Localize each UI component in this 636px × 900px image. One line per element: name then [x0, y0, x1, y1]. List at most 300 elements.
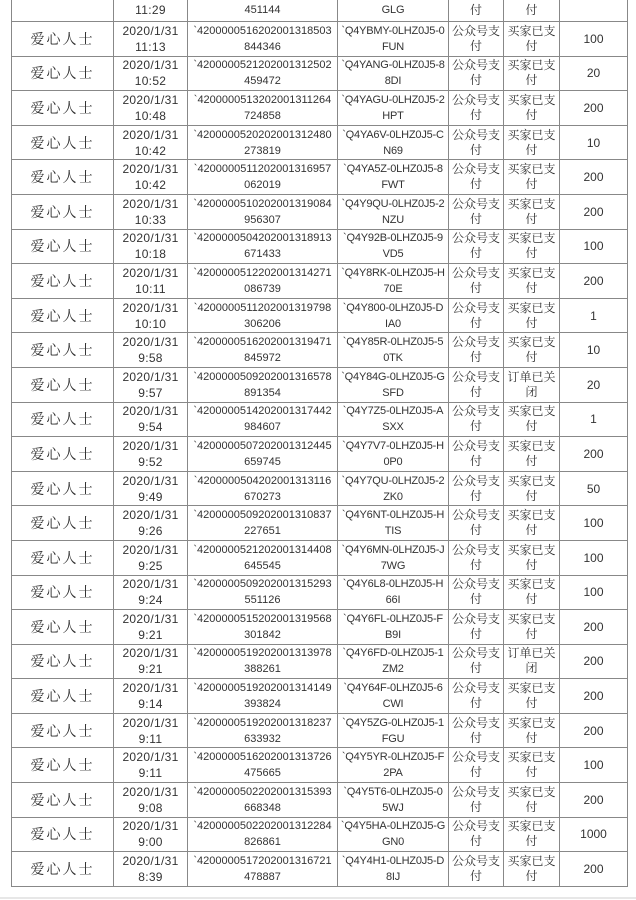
order-id-cell[interactable] [338, 368, 448, 402]
order-id-line1: `Q4Y8RK-0LHZ0J5-H [341, 266, 445, 279]
datetime-cell[interactable] [114, 368, 187, 402]
payment-method-cell[interactable]: 公众号支付 [449, 610, 503, 644]
date-text: 2020/1/31 [122, 369, 179, 384]
transaction-id-cell[interactable] [188, 714, 337, 748]
date-text: 2020/1/31 [122, 438, 179, 453]
amount-cell[interactable]: 100 [560, 541, 627, 575]
order-id-line1: `Q4YA6V-0LHZ0J5-C [342, 128, 444, 141]
order-id-cell[interactable] [338, 506, 448, 540]
date-text: 2020/1/31 [122, 784, 179, 799]
donor-cell[interactable]: 爱心人士 [12, 126, 113, 160]
donor-cell[interactable] [12, 0, 113, 21]
date-text: 2020/1/31 [122, 473, 179, 488]
status-cell[interactable]: 买家已支付 [504, 195, 559, 229]
date-text: 2020/1/31 [122, 196, 179, 211]
order-id-line1: `Q4Y6NT-0LHZ0J5-H [341, 509, 445, 522]
datetime-cell[interactable] [114, 437, 187, 471]
payments-table [11, 0, 628, 887]
order-id-cell[interactable] [338, 576, 448, 610]
order-id-line1: `Q4YBMY-0LHZ0J5-0 [341, 24, 445, 37]
transaction-id-cell[interactable] [188, 0, 337, 21]
date-text: 2020/1/31 [122, 92, 179, 107]
transaction-id-line2: 670273 [244, 490, 281, 503]
amount-cell[interactable]: 200 [560, 437, 627, 471]
order-id-cell[interactable] [338, 160, 448, 194]
transaction-id-cell[interactable] [188, 437, 337, 471]
datetime-cell[interactable] [114, 576, 187, 610]
amount-cell[interactable]: 100 [560, 22, 627, 56]
order-id-cell[interactable] [338, 679, 448, 713]
transaction-id-cell[interactable] [188, 783, 337, 817]
amount-cell[interactable]: 100 [560, 576, 627, 610]
transaction-id-line1: `4200000509202001310837 [193, 509, 332, 522]
time-text: 9:49 [138, 489, 163, 504]
order-id-line2: N69 [383, 144, 403, 157]
order-id-line1: `Q4Y64F-0LHZ0J5-6 [343, 682, 443, 695]
datetime-cell[interactable] [114, 333, 187, 367]
datetime-cell[interactable] [114, 230, 187, 264]
order-id-cell[interactable] [338, 852, 448, 886]
payment-method-cell[interactable]: 公众号支付 [449, 368, 503, 402]
datetime-cell[interactable] [114, 783, 187, 817]
order-id-cell[interactable] [338, 783, 448, 817]
transaction-id-cell[interactable] [188, 91, 337, 125]
amount-cell[interactable]: 100 [560, 230, 627, 264]
datetime-cell[interactable] [114, 403, 187, 437]
status-cell[interactable]: 买家已支付 [504, 610, 559, 644]
transaction-id-line1: `4200000502202001315393 [193, 785, 332, 798]
order-id-line1: `Q4Y85R-0LHZ0J5-5 [342, 336, 444, 349]
amount-cell[interactable]: 50 [560, 472, 627, 506]
order-id-line2: 70E [383, 282, 403, 295]
amount-cell[interactable]: 200 [560, 852, 627, 886]
datetime-cell[interactable] [114, 679, 187, 713]
order-id-line2: ZM2 [382, 663, 404, 676]
status-cell[interactable]: 买家已支付 [504, 783, 559, 817]
datetime-cell[interactable] [114, 57, 187, 91]
datetime-cell[interactable] [114, 264, 187, 298]
payment-method-cell[interactable]: 公众号支付 [449, 783, 503, 817]
transaction-id-line1: `4200000516202001318503 [193, 24, 332, 37]
status-cell[interactable]: 买家已支付 [504, 506, 559, 540]
amount-cell[interactable]: 20 [560, 368, 627, 402]
datetime-cell[interactable] [114, 852, 187, 886]
time-text: 9:11 [138, 731, 163, 746]
amount-cell[interactable]: 200 [560, 264, 627, 298]
status-cell[interactable]: 买家已支付 [504, 437, 559, 471]
order-id-line2: 66I [385, 594, 401, 607]
transaction-id-cell[interactable] [188, 195, 337, 229]
transaction-id-cell[interactable] [188, 576, 337, 610]
donor-cell[interactable]: 爱心人士 [12, 714, 113, 748]
transaction-id-cell[interactable] [188, 852, 337, 886]
payment-method-cell[interactable]: 公众号支付 [449, 437, 503, 471]
status-cell[interactable]: 买家已支付 [504, 299, 559, 333]
transaction-id-cell[interactable] [188, 160, 337, 194]
amount-cell[interactable]: 1 [560, 403, 627, 437]
order-id-line2: NZU [381, 213, 404, 226]
transaction-id-line1: `4200000517202001316721 [193, 855, 332, 868]
status-cell[interactable]: 买家已支付 [504, 91, 559, 125]
donor-cell[interactable]: 爱心人士 [12, 403, 113, 437]
order-id-cell[interactable] [338, 714, 448, 748]
donor-cell[interactable]: 爱心人士 [12, 299, 113, 333]
order-id-cell[interactable] [338, 818, 448, 852]
transaction-id-line1: `4200000502202001312284 [193, 820, 332, 833]
amount-cell[interactable]: 200 [560, 645, 627, 679]
order-id-line1: `Q4YANG-0LHZ0J5-8 [341, 59, 445, 72]
payment-method-cell[interactable]: 公众号支付 [449, 22, 503, 56]
order-id-cell[interactable] [338, 748, 448, 782]
amount-cell[interactable]: 10 [560, 333, 627, 367]
donor-cell[interactable]: 爱心人士 [12, 506, 113, 540]
order-id-line1: `Q4Y92B-0LHZ0J5-9 [343, 232, 443, 245]
order-id-cell[interactable] [338, 22, 448, 56]
order-id-cell[interactable] [338, 0, 448, 21]
date-text: 2020/1/31 [122, 300, 179, 315]
donor-cell[interactable]: 爱心人士 [12, 748, 113, 782]
date-text: 2020/1/31 [122, 542, 179, 557]
payment-method-cell[interactable]: 公众号支付 [449, 679, 503, 713]
order-id-cell[interactable] [338, 610, 448, 644]
transaction-id-cell[interactable] [188, 472, 337, 506]
transaction-id-line2: 633932 [244, 732, 281, 745]
datetime-cell[interactable] [114, 91, 187, 125]
status-cell[interactable]: 买家已支付 [504, 230, 559, 264]
amount-cell[interactable]: 1000 [560, 818, 627, 852]
payment-method-cell[interactable]: 公众号支付 [449, 645, 503, 679]
order-id-line2: HPT [382, 109, 404, 122]
transaction-id-line2: 227651 [244, 525, 281, 538]
order-id-cell[interactable] [338, 230, 448, 264]
order-id-cell[interactable] [338, 299, 448, 333]
order-id-line2: IA0 [385, 317, 401, 330]
order-id-line2: 8DI [384, 75, 402, 88]
order-id-line2: TIS [384, 525, 402, 538]
status-cell[interactable]: 买家已支付 [504, 472, 559, 506]
time-text: 8:39 [138, 870, 163, 885]
datetime-cell[interactable] [114, 472, 187, 506]
donor-cell[interactable]: 爱心人士 [12, 195, 113, 229]
payment-method-cell[interactable]: 公众号支付 [449, 91, 503, 125]
amount-cell[interactable]: 100 [560, 748, 627, 782]
payment-method-cell[interactable]: 公众号支付 [449, 576, 503, 610]
time-text: 9:54 [138, 420, 163, 435]
transaction-id-line1: `4200000509202001315293 [193, 578, 332, 591]
donor-cell[interactable]: 爱心人士 [12, 22, 113, 56]
status-cell[interactable]: 买家已支付 [504, 818, 559, 852]
status-cell[interactable]: 买家已支付 [504, 748, 559, 782]
donor-cell[interactable]: 爱心人士 [12, 852, 113, 886]
time-text: 11:29 [135, 3, 166, 17]
status-cell[interactable]: 付 [504, 0, 559, 21]
transaction-id-line1: `4200000516202001319471 [193, 336, 332, 349]
status-cell[interactable]: 买家已支付 [504, 264, 559, 298]
transaction-id-cell[interactable] [188, 403, 337, 437]
status-cell[interactable]: 买家已支付 [504, 541, 559, 575]
amount-cell[interactable]: 100 [560, 506, 627, 540]
order-id-line1: `Q4YAGU-0LHZ0J5-2 [341, 93, 445, 106]
order-id-cell[interactable] [338, 126, 448, 160]
datetime-cell[interactable] [114, 126, 187, 160]
time-text: 9:00 [138, 835, 163, 850]
transaction-id-cell[interactable] [188, 610, 337, 644]
amount-cell[interactable]: 200 [560, 195, 627, 229]
order-id-line1: `Q4Y7V7-0LHZ0J5-H [342, 439, 444, 452]
time-text: 9:57 [138, 385, 163, 400]
time-text: 9:08 [138, 800, 163, 815]
order-id-line1: `Q4Y6FD-0LHZ0J5-1 [342, 647, 444, 660]
payment-method-cell[interactable]: 公众号支付 [449, 818, 503, 852]
transaction-id-line2: 671433 [244, 248, 281, 261]
time-text: 10:33 [134, 212, 167, 227]
transaction-id-line2: 459472 [244, 75, 281, 88]
donor-cell[interactable]: 爱心人士 [12, 818, 113, 852]
date-text: 2020/1/31 [122, 819, 179, 834]
time-text: 10:18 [134, 247, 167, 262]
order-id-cell[interactable] [338, 541, 448, 575]
donor-cell[interactable]: 爱心人士 [12, 783, 113, 817]
payment-method-cell[interactable]: 公众号支付 [449, 714, 503, 748]
status-cell[interactable]: 买家已支付 [504, 403, 559, 437]
transaction-id-line2: 724858 [244, 109, 281, 122]
datetime-cell[interactable] [114, 160, 187, 194]
order-id-cell[interactable] [338, 472, 448, 506]
date-text: 2020/1/31 [122, 508, 179, 523]
payment-method-cell[interactable]: 公众号支付 [449, 230, 503, 264]
payment-method-cell[interactable]: 公众号支付 [449, 299, 503, 333]
order-id-cell[interactable] [338, 333, 448, 367]
payment-method-cell[interactable]: 公众号支付 [449, 195, 503, 229]
order-id-line1: `Q4Y5ZG-0LHZ0J5-1 [342, 716, 444, 729]
donor-cell[interactable]: 爱心人士 [12, 645, 113, 679]
time-text: 10:42 [134, 178, 167, 193]
datetime-cell[interactable] [114, 22, 187, 56]
status-cell[interactable]: 买家已支付 [504, 714, 559, 748]
order-id-line1: `Q4Y7Z5-0LHZ0J5-A [342, 405, 444, 418]
payment-method-cell[interactable]: 公众号支付 [449, 160, 503, 194]
cropped-next-row-line [0, 897, 636, 899]
order-id-line1: `Q4Y6MN-0LHZ0J5-J [341, 543, 445, 556]
date-text: 2020/1/31 [122, 335, 179, 350]
datetime-cell[interactable] [114, 541, 187, 575]
order-id-cell[interactable] [338, 264, 448, 298]
payment-method-cell[interactable]: 公众号支付 [449, 264, 503, 298]
transaction-id-cell[interactable] [188, 679, 337, 713]
amount-cell[interactable]: 200 [560, 610, 627, 644]
transaction-id-line2: 845972 [244, 352, 281, 365]
transaction-id-line1: `4200000521202001312502 [193, 59, 332, 72]
donor-cell[interactable]: 爱心人士 [12, 230, 113, 264]
transaction-id-line2: 301842 [244, 628, 281, 641]
amount-cell[interactable]: 10 [560, 126, 627, 160]
status-cell[interactable]: 买家已支付 [504, 852, 559, 886]
order-id-line1: `Q4Y5T6-0LHZ0J5-0 [343, 785, 443, 798]
donor-cell[interactable]: 爱心人士 [12, 679, 113, 713]
amount-cell[interactable]: 200 [560, 91, 627, 125]
transaction-id-line2: 984607 [244, 421, 281, 434]
transaction-id-line1: `4200000520202001312480 [193, 128, 332, 141]
amount-cell[interactable] [560, 0, 627, 21]
order-id-line2: VD5 [382, 248, 404, 261]
order-id-line2: 0TK [383, 352, 403, 365]
donor-cell[interactable]: 爱心人士 [12, 610, 113, 644]
transaction-id-line1: `4200000509202001316578 [193, 370, 332, 383]
time-text: 9:58 [138, 351, 163, 366]
date-text: 2020/1/31 [122, 577, 179, 592]
order-id-cell[interactable] [338, 437, 448, 471]
order-id-line2: 2PA [383, 767, 403, 780]
order-id-line2: GN0 [381, 836, 405, 849]
date-text: 2020/1/31 [122, 231, 179, 246]
transaction-id-cell[interactable] [188, 22, 337, 56]
status-cell[interactable]: 买家已支付 [504, 576, 559, 610]
payment-method-cell[interactable]: 公众号支付 [449, 541, 503, 575]
amount-cell[interactable]: 20 [560, 57, 627, 91]
transaction-id-cell[interactable] [188, 818, 337, 852]
order-id-line2: ZK0 [383, 490, 403, 503]
order-id-line2: SXX [382, 421, 404, 434]
status-cell[interactable]: 买家已支付 [504, 160, 559, 194]
time-text: 9:14 [138, 697, 163, 712]
datetime-cell[interactable] [114, 299, 187, 333]
datetime-cell[interactable] [114, 714, 187, 748]
order-id-line2: 7WG [380, 559, 406, 572]
order-id-line1: `Q4Y6L8-0LHZ0J5-H [342, 578, 444, 591]
payment-method-cell[interactable]: 公众号支付 [449, 506, 503, 540]
transaction-id-line1: `4200000514202001317442 [193, 405, 332, 418]
order-id-cell[interactable] [338, 403, 448, 437]
amount-cell[interactable]: 200 [560, 160, 627, 194]
payment-method-cell[interactable]: 公众号支付 [449, 126, 503, 160]
donor-cell[interactable]: 爱心人士 [12, 160, 113, 194]
transaction-id-line2: 388261 [244, 663, 281, 676]
transaction-id-line2: 451144 [244, 4, 281, 16]
payment-method-cell[interactable]: 公众号支付 [449, 748, 503, 782]
order-id-line1: `Q4Y800-0LHZ0J5-D [342, 301, 444, 314]
datetime-cell[interactable] [114, 748, 187, 782]
date-text: 2020/1/31 [122, 854, 179, 869]
donor-cell[interactable]: 爱心人士 [12, 437, 113, 471]
payment-method-cell[interactable]: 公众号支付 [449, 403, 503, 437]
transaction-id-line2: 956307 [244, 213, 281, 226]
order-id-line1: `Q4Y9QU-0LHZ0J5-2 [341, 197, 445, 210]
transaction-id-cell[interactable] [188, 299, 337, 333]
datetime-cell[interactable] [114, 0, 187, 21]
order-id-line2: GLG [381, 4, 405, 16]
transaction-id-line1: `4200000519202001314149 [193, 682, 332, 695]
order-id-cell[interactable] [338, 195, 448, 229]
status-cell[interactable]: 买家已支付 [504, 22, 559, 56]
date-text: 2020/1/31 [122, 611, 179, 626]
order-id-line1: `Q4Y5HA-0LHZ0J5-G [340, 820, 446, 833]
payment-method-cell[interactable]: 公众号支付 [449, 57, 503, 91]
donor-cell[interactable]: 爱心人士 [12, 576, 113, 610]
transaction-id-line1: `4200000521202001314408 [193, 543, 332, 556]
donor-cell[interactable]: 爱心人士 [12, 368, 113, 402]
transaction-id-line1: `4200000515202001319568 [193, 612, 332, 625]
status-cell[interactable]: 订单已关闭 [504, 645, 559, 679]
donor-cell[interactable]: 爱心人士 [12, 264, 113, 298]
donor-cell[interactable]: 爱心人士 [12, 57, 113, 91]
transaction-id-cell[interactable] [188, 230, 337, 264]
order-id-cell[interactable] [338, 91, 448, 125]
transaction-id-line2: 826861 [244, 836, 281, 849]
payment-method-cell[interactable]: 公众号支付 [449, 472, 503, 506]
order-id-line2: 0P0 [383, 455, 403, 468]
status-cell[interactable]: 订单已关闭 [504, 368, 559, 402]
payment-method-cell[interactable]: 公众号支付 [449, 333, 503, 367]
transaction-id-cell[interactable] [188, 368, 337, 402]
time-text: 9:24 [138, 593, 163, 608]
transaction-id-cell[interactable] [188, 264, 337, 298]
transaction-id-cell[interactable] [188, 333, 337, 367]
amount-cell[interactable]: 1 [560, 299, 627, 333]
status-cell[interactable]: 买家已支付 [504, 679, 559, 713]
transaction-id-line2: 551126 [244, 594, 281, 607]
time-text: 10:11 [135, 281, 166, 296]
time-text: 9:26 [138, 524, 163, 539]
status-cell[interactable]: 买家已支付 [504, 126, 559, 160]
time-text: 9:21 [138, 662, 163, 677]
datetime-cell[interactable] [114, 610, 187, 644]
date-text: 2020/1/31 [122, 58, 179, 73]
time-text: 9:21 [138, 627, 163, 642]
transaction-id-cell[interactable] [188, 57, 337, 91]
order-id-cell[interactable] [338, 57, 448, 91]
status-cell[interactable]: 买家已支付 [504, 333, 559, 367]
transaction-id-cell[interactable] [188, 645, 337, 679]
order-id-line2: CWI [382, 698, 404, 711]
transaction-id-line1: `4200000512202001314271 [193, 266, 332, 279]
datetime-cell[interactable] [114, 645, 187, 679]
transaction-id-line1: `4200000504202001313116 [193, 474, 332, 487]
datetime-cell[interactable] [114, 195, 187, 229]
transaction-id-line1: `4200000507202001312445 [193, 439, 332, 452]
time-text: 10:52 [134, 74, 167, 89]
donor-cell[interactable]: 爱心人士 [12, 472, 113, 506]
donor-cell[interactable]: 爱心人士 [12, 541, 113, 575]
transaction-id-line2: 645545 [244, 559, 281, 572]
amount-cell[interactable]: 200 [560, 783, 627, 817]
order-id-line2: FUN [381, 40, 404, 53]
transaction-id-cell[interactable] [188, 748, 337, 782]
order-id-cell[interactable] [338, 645, 448, 679]
transaction-id-line2: 086739 [244, 282, 281, 295]
transaction-id-line1: `4200000510202001319084 [193, 197, 332, 210]
order-id-line1: `Q4Y5YR-0LHZ0J5-F [341, 751, 445, 764]
payment-method-cell[interactable]: 付 [449, 0, 503, 21]
payment-method-cell[interactable]: 公众号支付 [449, 852, 503, 886]
transaction-id-line2: 891354 [244, 386, 281, 399]
transaction-id-cell[interactable] [188, 126, 337, 160]
date-text: 2020/1/31 [122, 162, 179, 177]
transaction-id-cell[interactable] [188, 506, 337, 540]
amount-cell[interactable]: 200 [560, 679, 627, 713]
amount-cell[interactable]: 200 [560, 714, 627, 748]
order-id-line2: B9I [385, 628, 401, 641]
donor-cell[interactable]: 爱心人士 [12, 91, 113, 125]
date-text: 2020/1/31 [122, 265, 179, 280]
transaction-id-cell[interactable] [188, 541, 337, 575]
transaction-id-line2: 844346 [244, 40, 281, 53]
status-cell[interactable]: 买家已支付 [504, 57, 559, 91]
datetime-cell[interactable] [114, 818, 187, 852]
donor-cell[interactable]: 爱心人士 [12, 333, 113, 367]
transaction-id-line1: `4200000513202001311264 [193, 93, 332, 106]
order-id-line2: 8IJ [385, 871, 401, 884]
datetime-cell[interactable] [114, 506, 187, 540]
